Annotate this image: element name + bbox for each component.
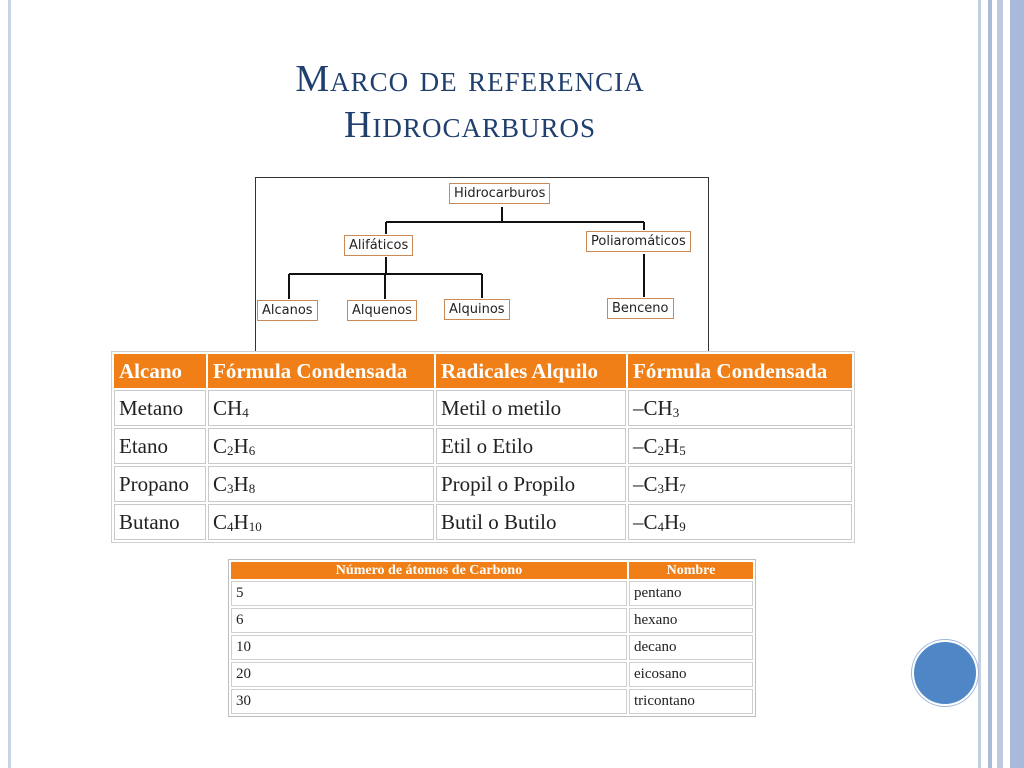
node-aliphatic: Alifáticos xyxy=(344,235,413,256)
cell-name: decano xyxy=(629,635,753,660)
node-alkynes: Alquinos xyxy=(444,299,510,320)
cell-radical-formula: $-C_3H_7$ xyxy=(628,466,852,502)
cell-radical: Propil o Propilo xyxy=(436,466,626,502)
table-header-row xyxy=(231,562,753,579)
table-row xyxy=(114,390,852,426)
table-row xyxy=(231,662,753,687)
right-border-stripe xyxy=(1010,0,1024,768)
cell-carbon-count: 6 xyxy=(231,608,627,633)
cell-alkane: Propano xyxy=(114,466,206,502)
slide-title xyxy=(150,56,790,148)
cell-radical: Metil o metilo xyxy=(436,390,626,426)
cell-formula: $CH_4$ xyxy=(208,390,434,426)
cell-carbon-count: 10 xyxy=(231,635,627,660)
cell-alkane: Etano xyxy=(114,428,206,464)
column-header-name: Nombre xyxy=(629,562,753,579)
table-row xyxy=(114,504,852,540)
column-header-carbon-count: Número de átomos de Carbono xyxy=(231,562,627,579)
alkane-radical-table xyxy=(111,351,855,543)
cell-name: pentano xyxy=(629,581,753,606)
node-benzene: Benceno xyxy=(607,298,674,319)
decorative-circle xyxy=(912,640,978,706)
table-row xyxy=(114,466,852,502)
column-header-alkane: Alcano xyxy=(114,354,206,388)
cell-formula: $C_3H_8$ xyxy=(208,466,434,502)
node-alkenes: Alquenos xyxy=(347,300,417,321)
left-border-line xyxy=(8,0,11,768)
cell-radical: Etil o Etilo xyxy=(436,428,626,464)
right-border-stripe xyxy=(978,0,981,768)
cell-name: hexano xyxy=(629,608,753,633)
node-polyaromatic: Poliaromáticos xyxy=(586,231,691,252)
hydrocarbon-tree-diagram xyxy=(255,177,709,352)
cell-carbon-count: 30 xyxy=(231,689,627,714)
carbon-count-table xyxy=(228,559,756,717)
table-row xyxy=(114,428,852,464)
column-header-formula: Fórmula Condensada xyxy=(208,354,434,388)
column-header-radical-formula: Fórmula Condensada xyxy=(628,354,852,388)
table-row xyxy=(231,581,753,606)
cell-alkane: Metano xyxy=(114,390,206,426)
cell-formula: $C_2H_6$ xyxy=(208,428,434,464)
node-hydrocarbons: Hidrocarburos xyxy=(449,183,550,204)
right-border-stripe xyxy=(988,0,992,768)
cell-radical-formula: $-C_2H_5$ xyxy=(628,428,852,464)
table-row xyxy=(231,635,753,660)
cell-carbon-count: 20 xyxy=(231,662,627,687)
cell-alkane: Butano xyxy=(114,504,206,540)
cell-radical-formula: $-CH_3$ xyxy=(628,390,852,426)
cell-carbon-count: 5 xyxy=(231,581,627,606)
node-alkanes: Alcanos xyxy=(257,300,318,321)
cell-formula: $C_4H_{10}$ xyxy=(208,504,434,540)
right-border-stripe xyxy=(997,0,1003,768)
table-header-row xyxy=(114,354,852,388)
slide-title-line1: Marco de referencia xyxy=(295,58,645,100)
cell-name: eicosano xyxy=(629,662,753,687)
cell-radical-formula: $-C_4H_9$ xyxy=(628,504,852,540)
table-row xyxy=(231,689,753,714)
table-row xyxy=(231,608,753,633)
column-header-radicals: Radicales Alquilo xyxy=(436,354,626,388)
slide-title-line2: Hidrocarburos xyxy=(344,104,596,146)
cell-radical: Butil o Butilo xyxy=(436,504,626,540)
cell-name: tricontano xyxy=(629,689,753,714)
